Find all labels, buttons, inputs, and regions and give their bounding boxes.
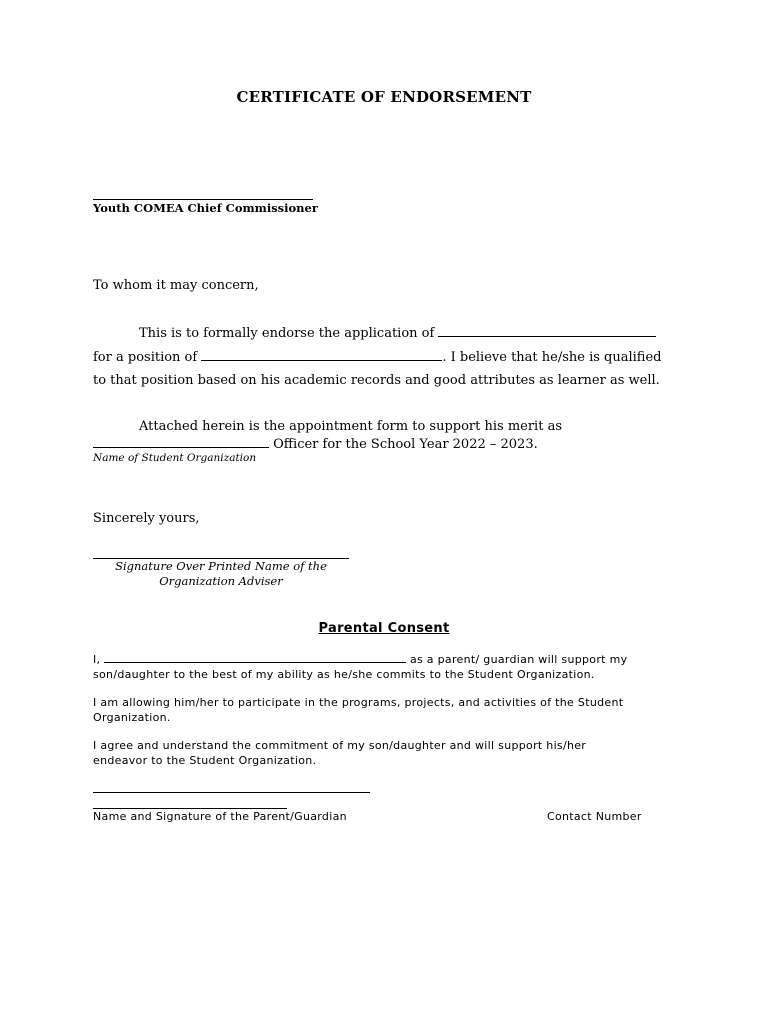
organization-blank [93, 436, 269, 448]
recipient-title: Youth COMEA Chief Commissioner [93, 201, 318, 215]
endorse-text: This is to formally endorse the application of [139, 326, 435, 341]
endorse-line-3: to that position based on his academic records and good attributes as learner as well. [93, 373, 660, 388]
consent-agree-line-1: I agree and understand the commitment of my son/daughter and will support his/her [93, 739, 587, 752]
consent-agree-line-2: endeavor to the Student Organization. [93, 754, 317, 767]
document-title: CERTIFICATE OF ENDORSEMENT [236, 88, 532, 106]
consent-support-text: as a parent/ guardian will support my [409, 653, 628, 666]
consent-allow-line-1: I am allowing him/her to participate in the programs, projects, and activities of the Student [93, 696, 624, 709]
applicant-name-blank [438, 325, 656, 337]
salutation: To whom it may concern, [93, 278, 259, 293]
parent-signature-line-1 [93, 792, 370, 793]
adviser-caption-1: Signature Over Printed Name of the [115, 559, 327, 573]
adviser-caption-2: Organization Adviser [159, 574, 283, 588]
contact-caption: Contact Number [547, 810, 642, 823]
closing: Sincerely yours, [93, 511, 200, 526]
endorse-line-1 [139, 325, 656, 342]
officer-text: Officer for the School Year 2022 – 2023. [273, 437, 538, 452]
parent-name-blank [104, 653, 406, 663]
position-blank [201, 349, 442, 361]
consent-i-text: I, [93, 653, 101, 666]
recipient-name-line [93, 199, 313, 200]
consent-title: Parental Consent [318, 621, 450, 636]
attached-line-2 [93, 436, 538, 453]
endorse-line-2 [93, 349, 662, 366]
consent-allow-line-2: Organization. [93, 711, 171, 724]
parent-caption: Name and Signature of the Parent/Guardian [93, 810, 347, 823]
consent-line-2: son/daughter to the best of my ability as he/she commits to the Student Organization. [93, 668, 595, 681]
attached-line-1: Attached herein is the appointment form to support his merit as [139, 419, 562, 434]
consent-line-1 [93, 653, 627, 667]
parent-signature-line-2 [93, 808, 287, 809]
organization-caption: Name of Student Organization [93, 452, 257, 464]
qualified-text: . I believe that he/she is qualified [442, 350, 662, 365]
position-text: for a position of [93, 350, 198, 365]
